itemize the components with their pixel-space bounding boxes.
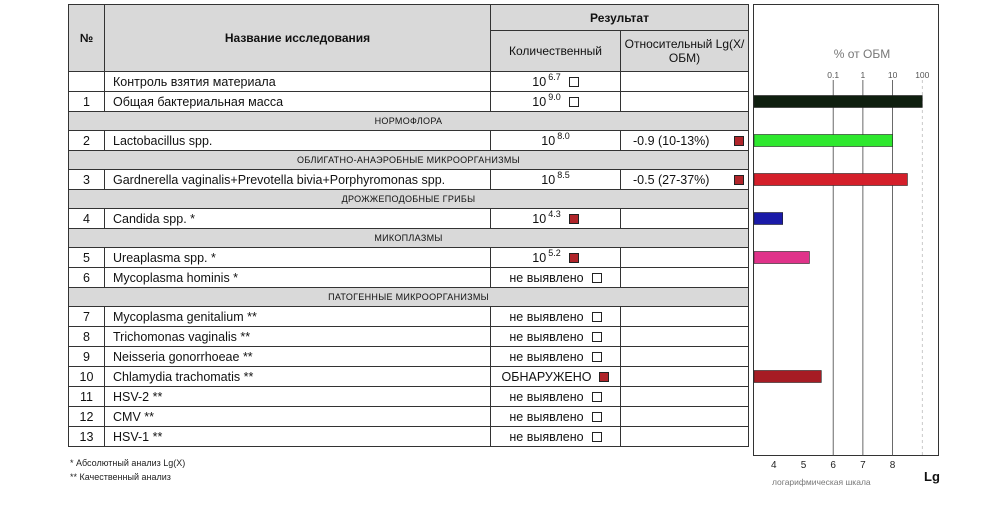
axis-unit-label: Lg (924, 469, 940, 484)
col-header-result: Результат (491, 5, 749, 31)
top-tick-label: 100 (915, 70, 930, 80)
flag-box-red (569, 214, 579, 224)
relative-cell (621, 92, 749, 112)
top-tick-label: 10 (887, 70, 898, 80)
relative-cell (621, 367, 749, 387)
quantitative-value (532, 249, 560, 265)
table-row (69, 72, 749, 92)
quantitative-cell (491, 92, 621, 112)
quantitative-value (509, 310, 583, 324)
section-label: НОРМОФЛОРА (69, 112, 749, 131)
x-tick-label: 7 (860, 460, 866, 471)
value-base: 10 (532, 212, 547, 227)
flag-box-empty (592, 352, 602, 362)
quantitative-value (509, 330, 583, 344)
flag-box-empty (592, 332, 602, 342)
row-number: 2 (69, 131, 105, 151)
section-header-row (69, 288, 749, 307)
chart-frame (753, 4, 939, 456)
relative-cell (621, 307, 749, 327)
flag-box-empty (592, 412, 602, 422)
value-base: 10 (532, 75, 547, 90)
table-row (69, 327, 749, 347)
qualitative-result: не выявлено (509, 309, 584, 324)
relative-cell (621, 407, 749, 427)
x-tick-label: 4 (771, 460, 777, 471)
test-name: Контроль взятия материала (105, 72, 491, 92)
row-number: 8 (69, 327, 105, 347)
qualitative-result: не выявлено (509, 270, 584, 285)
value-exponent: 6.7 (548, 72, 561, 83)
flag-box-empty (592, 312, 602, 322)
axis-caption: логарифмическая шкала (772, 477, 871, 487)
col-header-quantitative: Количественный (491, 31, 621, 72)
test-name: Chlamydia trachomatis ** (105, 367, 491, 387)
relative-flag-box (734, 136, 744, 146)
relative-cell (621, 248, 749, 268)
quantitative-value (541, 171, 569, 187)
relative-cell (621, 347, 749, 367)
table-row (69, 92, 749, 112)
quantitative-value (509, 390, 583, 404)
table-row (69, 170, 749, 190)
quantitative-value (509, 430, 583, 444)
footnote-qualitative: ** Качественный анализ (70, 472, 171, 482)
test-name: HSV-2 ** (105, 387, 491, 407)
relative-cell (621, 131, 749, 151)
section-header-row (69, 112, 749, 131)
section-label: МИКОПЛАЗМЫ (69, 229, 749, 248)
relative-cell (621, 72, 749, 92)
col-header-name: Название исследования (105, 5, 491, 72)
quantitative-cell (491, 347, 621, 367)
x-tick-label: 5 (800, 460, 807, 471)
qualitative-result: не выявлено (509, 329, 584, 344)
quantitative-cell (491, 72, 621, 92)
test-name: Общая бактериальная масса (105, 92, 491, 112)
test-name: Candida spp. * (105, 209, 491, 229)
flag-box-empty (569, 77, 579, 87)
x-tick-label: 8 (889, 460, 896, 471)
flag-box-empty (569, 97, 579, 107)
flag-box-empty (592, 273, 602, 283)
quantitative-value (509, 410, 583, 424)
col-header-relative: Относительный Lg(X/ОБМ) (621, 31, 749, 72)
row-number: 4 (69, 209, 105, 229)
value-base: 10 (532, 251, 547, 266)
table-row (69, 248, 749, 268)
test-name: Ureaplasma spp. * (105, 248, 491, 268)
quantitative-cell (491, 387, 621, 407)
qualitative-result: не выявлено (509, 429, 584, 444)
quantitative-cell (491, 170, 621, 190)
relative-flag-box (734, 175, 744, 185)
x-tick-label: 6 (830, 460, 836, 471)
test-name: Trichomonas vaginalis ** (105, 327, 491, 347)
value-base: 10 (541, 173, 556, 188)
chart-title: % от ОБМ (833, 47, 891, 61)
value-exponent: 5.2 (548, 248, 561, 259)
quantitative-value (509, 271, 583, 285)
row-number: 5 (69, 248, 105, 268)
row-number: 6 (69, 268, 105, 288)
relative-value: -0.9 (10-13%) (633, 133, 710, 148)
flag-box-red (569, 253, 579, 263)
section-label: ДРОЖЖЕПОДОБНЫЕ ГРИБЫ (69, 190, 749, 209)
quantitative-value (532, 93, 560, 109)
table-row (69, 387, 749, 407)
row-number (69, 72, 105, 92)
table-row (69, 347, 749, 367)
value-exponent: 9.0 (548, 92, 561, 103)
results-table (68, 4, 749, 447)
quantitative-cell (491, 307, 621, 327)
flag-box-empty (592, 432, 602, 442)
row-number: 3 (69, 170, 105, 190)
row-number: 7 (69, 307, 105, 327)
value-exponent: 8.0 (557, 131, 570, 142)
relative-cell (621, 268, 749, 288)
quantitative-cell (491, 427, 621, 447)
top-tick-label: 1 (860, 70, 866, 80)
relative-cell (621, 209, 749, 229)
table-row (69, 427, 749, 447)
table-row (69, 307, 749, 327)
table-row (69, 407, 749, 427)
table-row (69, 367, 749, 387)
test-name: Neisseria gonorrhoeae ** (105, 347, 491, 367)
quantitative-cell (491, 407, 621, 427)
quantitative-cell (491, 209, 621, 229)
row-number: 9 (69, 347, 105, 367)
test-name: Lactobacillus spp. (105, 131, 491, 151)
value-exponent: 4.3 (548, 209, 561, 220)
section-header-row (69, 190, 749, 209)
quantitative-value (532, 210, 560, 226)
quantitative-value (541, 132, 569, 148)
qualitative-result: не выявлено (509, 409, 584, 424)
value-base: 10 (541, 134, 556, 149)
qualitative-result: не выявлено (509, 349, 584, 364)
test-name: Mycoplasma genitalium ** (105, 307, 491, 327)
quantitative-cell (491, 248, 621, 268)
section-label: ПАТОГЕННЫЕ МИКРООРГАНИЗМЫ (69, 288, 749, 307)
section-header-row (69, 151, 749, 170)
col-header-num: № (69, 5, 105, 72)
table-row (69, 131, 749, 151)
qualitative-result: не выявлено (509, 389, 584, 404)
test-name: CMV ** (105, 407, 491, 427)
flag-box-empty (592, 392, 602, 402)
quantitative-value (502, 370, 592, 384)
quantitative-cell (491, 131, 621, 151)
footnote-absolute: * Абсолютный анализ Lg(X) (70, 458, 186, 468)
test-name: Gardnerella vaginalis+Prevotella bivia+Porphyromonas spp. (105, 170, 491, 190)
test-name: Mycoplasma hominis * (105, 268, 491, 288)
quantitative-cell (491, 268, 621, 288)
row-number: 12 (69, 407, 105, 427)
relative-cell (621, 427, 749, 447)
top-tick-label: 0.1 (827, 70, 840, 80)
row-number: 11 (69, 387, 105, 407)
table-row (69, 268, 749, 288)
quantitative-cell (491, 367, 621, 387)
relative-cell (621, 327, 749, 347)
test-name: HSV-1 ** (105, 427, 491, 447)
relative-cell (621, 170, 749, 190)
quantitative-value (509, 350, 583, 364)
quantitative-cell (491, 327, 621, 347)
flag-box-red (599, 372, 609, 382)
table-body (69, 72, 749, 447)
quantitative-value (532, 73, 560, 89)
value-exponent: 8.5 (557, 170, 570, 181)
section-header-row (69, 229, 749, 248)
qualitative-result: ОБНАРУЖЕНО (501, 369, 592, 384)
table-row (69, 209, 749, 229)
relative-cell (621, 387, 749, 407)
row-number: 13 (69, 427, 105, 447)
section-label: ОБЛИГАТНО-АНАЭРОБНЫЕ МИКРООРГАНИЗМЫ (69, 151, 749, 170)
row-number: 1 (69, 92, 105, 112)
value-base: 10 (532, 95, 547, 110)
relative-value: -0.5 (27-37%) (633, 172, 710, 187)
row-number: 10 (69, 367, 105, 387)
